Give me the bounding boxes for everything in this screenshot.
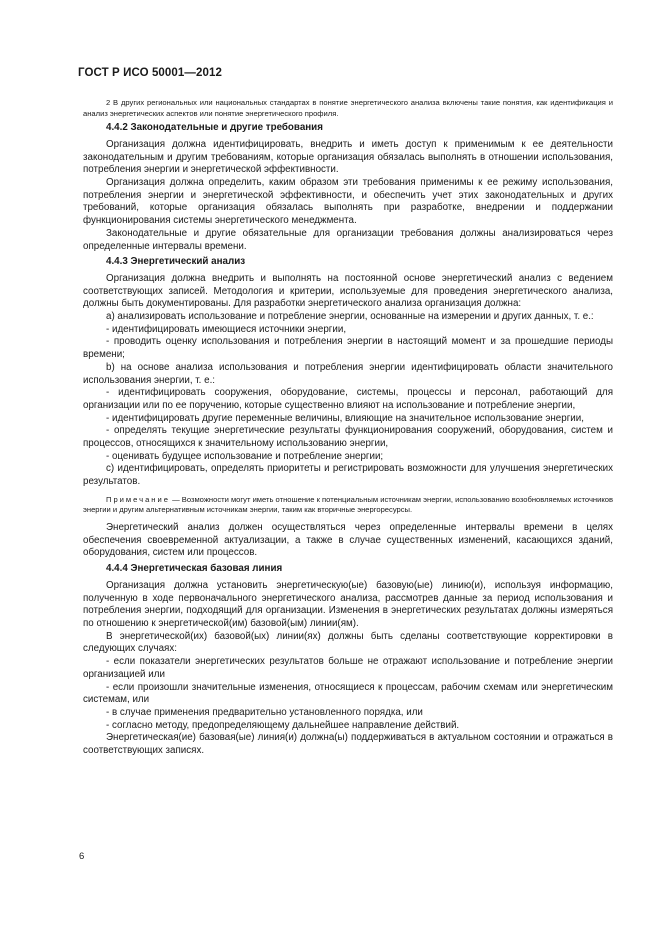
note-label: Примечание <box>106 494 170 504</box>
list-item: - идентифицировать имеющиеся источники энергии, <box>106 323 347 335</box>
list-item: - в случае применения предварительно установленного порядка, или <box>106 706 423 718</box>
list-item: b) на основе анализа использования и потребления энергии идентифицировать области значительного использования энергии, т. е.: <box>83 361 613 386</box>
list-item: - если произошли значительные изменения, относящиеся к процессам, рабочим схемам или энергетическим системам, или <box>83 681 613 706</box>
footnote-2: 2 В других региональных или национальных стандартах в понятие энергетического анализа включены такие понятия, как идентификация и анализ энергетических аспектов или понятие энергетического профиля. <box>83 98 613 118</box>
paragraph: В энергетической(их) базовой(ых) линии(ях) должны быть сделаны соответствующие корректировки в следующих случаях: <box>83 630 613 655</box>
list-item: - проводить оценку использования и потребления энергии в настоящий момент и за прошедшие периоды времени; <box>83 336 613 361</box>
page-header: ГОСТ Р ИСО 50001—2012 <box>78 67 223 79</box>
document-body <box>83 98 613 758</box>
note-text: — Возможности могут иметь отношение к потенциальным источникам энергии, использованию возобновляемых источников энергии и другим альтернативным источникам энергии, таким как вторичные энергоресурсы. <box>83 494 613 515</box>
paragraph: Организация должна внедрить и выполнять на постоянной основе энергетический анализ с ведением соответствующих записей. Методология и критерии, используемые для проведения энергетического анализа, должны быть документированы. Для разработки энергетического анализа организация должна: <box>83 272 613 310</box>
list-item: - определять текущие энергетические результаты функционирования сооружений, оборудования, систем и процессов, относящихся к значительному использованию энергии, <box>83 425 613 450</box>
page-number: 6 <box>79 851 85 862</box>
section-heading-4-4-4: 4.4.4 Энергетическая базовая линия <box>106 563 283 575</box>
section-heading-4-4-3: 4.4.3 Энергетический анализ <box>106 256 246 268</box>
list-item: - если показатели энергетических результатов больше не отражают использование и потребление энергии организацией или <box>83 656 613 680</box>
paragraph: Энергетический анализ должен осуществляться через определенные интервалы времени в целях обеспечения своевременной актуализации, а также в случае существенных изменений, касающихся зданий, оборудования, систем или процессов. <box>83 522 613 559</box>
list-item: - оценивать будущее использование и потребление энергии; <box>106 450 384 462</box>
list-item: - идентифицировать сооружения, оборудование, системы, процессы и персонал, работающий для организации или по ее поручению, которые существенно влияют на использование и потребление энергии, <box>83 387 613 411</box>
paragraph: Организация должна установить энергетическую(ые) базовую(ые) линию(и), используя информацию, полученную в ходе первоначального энергетического анализа, рассмотрев данные за период использования и потребления энергии, подходящий для организации. Изменения в энергетических результатах должны измеряться по отношению к энергетической(им) базовой(ым) линии(ям). <box>83 579 613 629</box>
paragraph: Законодательные и другие обязательные для организации требования должны анализироваться через определенные интервалы времени. <box>83 227 613 252</box>
paragraph: Энергетическая(ие) базовая(ые) линия(и) должна(ы) поддерживаться в актуальном состоянии и отражаться в соответствующих записях. <box>83 732 613 757</box>
list-item: а) анализировать использование и потребление энергии, основанные на измерении и других данных, т. е.: <box>106 311 594 323</box>
paragraph: Организация должна идентифицировать, внедрить и иметь доступ к применимым к ее деятельности законодательным и другим требованиям, которые организация обязалась выполнять в отношении использования, потребления энергии и энергетической эффективности. <box>83 138 613 176</box>
list-item: - согласно методу, предопределяющему дальнейшее направление действий. <box>106 719 460 731</box>
paragraph: Организация должна определить, каким образом эти требования применимы к ее режиму использования, потребления энергии и энергетической эффективности, и обеспечить учет этих законодательных и других требований, которые организация обязалась выполнять при разработке, внедрении и поддержании функционирования системы энергетического менеджмента. <box>83 177 613 227</box>
note <box>83 495 613 516</box>
list-item: - идентифицировать другие переменные величины, влияющие на значительное использование энергии, <box>106 412 584 424</box>
list-item: с) идентифицировать, определять приоритеты и регистрировать возможности для улучшения энергетических результатов. <box>83 463 613 488</box>
section-heading-4-4-2: 4.4.2 Законодательные и другие требования <box>106 122 323 134</box>
